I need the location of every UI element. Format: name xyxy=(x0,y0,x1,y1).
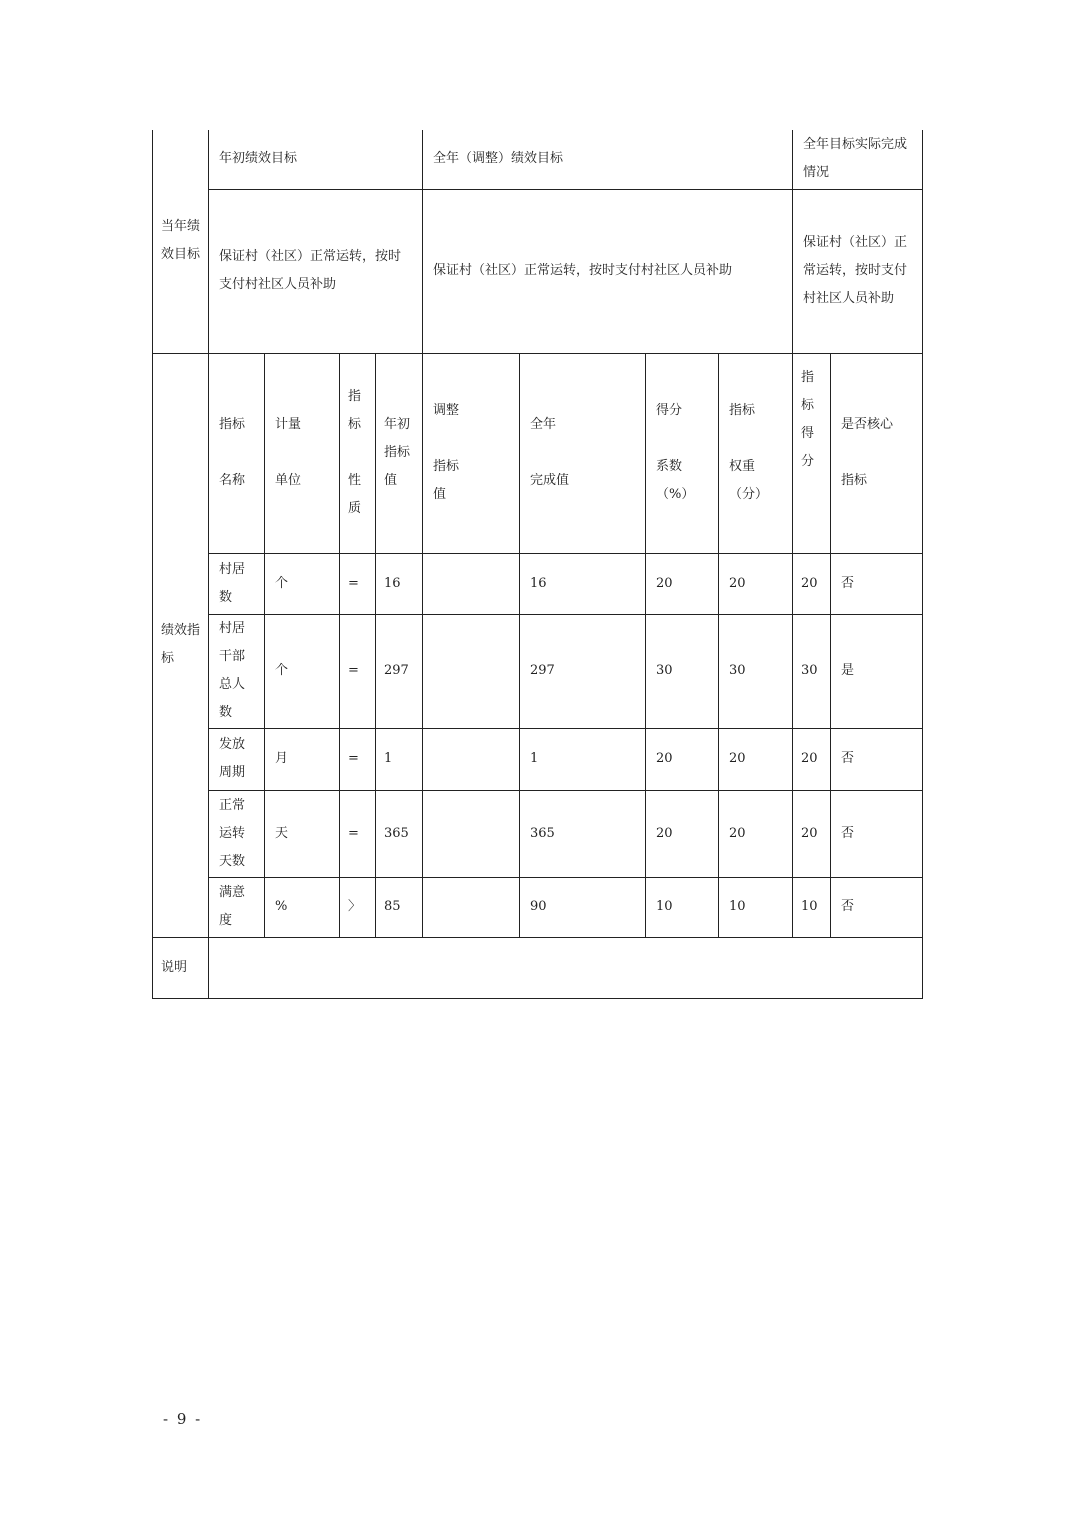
notes-content xyxy=(209,937,923,998)
cell-completed: 365 xyxy=(520,790,646,877)
cell-adjusted xyxy=(423,728,520,790)
initial-goal-text: 保证村（社区）正常运转，按时支付村社区人员补助 xyxy=(209,189,423,353)
cell-completed: 1 xyxy=(520,728,646,790)
cell-coef: 30 xyxy=(646,614,719,728)
cell-weight: 10 xyxy=(719,877,793,937)
table-row xyxy=(153,877,923,937)
cell-core: 否 xyxy=(831,877,923,937)
header-weight: 指标 权重 （分） xyxy=(719,353,793,553)
cell-nature: = xyxy=(340,553,376,614)
header-completed-value: 全年 完成值 xyxy=(520,353,646,553)
header-initial-value: 年初 指标值 xyxy=(376,353,423,553)
adjusted-goal-text: 保证村（社区）正常运转，按时支付村社区人员补助 xyxy=(423,189,793,353)
adjusted-goal-header: 全年（调整）绩效目标 xyxy=(423,130,793,189)
cell-weight: 20 xyxy=(719,553,793,614)
cell-name: 满意度 xyxy=(209,877,265,937)
cell-score: 30 xyxy=(793,614,831,728)
cell-initial: 297 xyxy=(376,614,423,728)
cell-nature: = xyxy=(340,728,376,790)
cell-weight: 20 xyxy=(719,790,793,877)
cell-core: 是 xyxy=(831,614,923,728)
cell-score: 20 xyxy=(793,790,831,877)
cell-core: 否 xyxy=(831,728,923,790)
header-adjusted-value: 调整 指标 值 xyxy=(423,353,520,553)
cell-weight: 20 xyxy=(719,728,793,790)
cell-coef: 20 xyxy=(646,790,719,877)
cell-completed: 90 xyxy=(520,877,646,937)
indicators-section-label: 绩效指标 xyxy=(153,353,209,937)
performance-table xyxy=(152,130,923,999)
cell-adjusted xyxy=(423,614,520,728)
cell-adjusted xyxy=(423,790,520,877)
page-number: - 9 - xyxy=(163,1410,203,1428)
cell-unit: 天 xyxy=(265,790,340,877)
header-score-coefficient: 得分 系数 （%） xyxy=(646,353,719,553)
goals-section-label: 当年绩效目标 xyxy=(153,130,209,353)
cell-name: 发放周期 xyxy=(209,728,265,790)
cell-unit: 个 xyxy=(265,614,340,728)
cell-coef: 20 xyxy=(646,553,719,614)
cell-initial: 85 xyxy=(376,877,423,937)
cell-weight: 30 xyxy=(719,614,793,728)
cell-adjusted xyxy=(423,877,520,937)
cell-unit: % xyxy=(265,877,340,937)
header-nature: 指标 性质 xyxy=(340,353,376,553)
cell-coef: 20 xyxy=(646,728,719,790)
cell-coef: 10 xyxy=(646,877,719,937)
initial-goal-header: 年初绩效目标 xyxy=(209,130,423,189)
cell-name: 村居数 xyxy=(209,553,265,614)
cell-name: 村居干部总人数 xyxy=(209,614,265,728)
cell-score: 10 xyxy=(793,877,831,937)
cell-score: 20 xyxy=(793,728,831,790)
header-is-core: 是否核心 指标 xyxy=(831,353,923,553)
cell-score: 20 xyxy=(793,553,831,614)
cell-completed: 16 xyxy=(520,553,646,614)
cell-initial: 1 xyxy=(376,728,423,790)
table-row xyxy=(153,728,923,790)
header-indicator-name: 指标 名称 xyxy=(209,353,265,553)
cell-nature: 〉 xyxy=(340,877,376,937)
table-row xyxy=(153,553,923,614)
header-indicator-score: 指标得分 xyxy=(793,353,831,553)
cell-nature: = xyxy=(340,614,376,728)
cell-initial: 365 xyxy=(376,790,423,877)
table-row xyxy=(153,790,923,877)
cell-completed: 297 xyxy=(520,614,646,728)
cell-core: 否 xyxy=(831,553,923,614)
actual-goal-text: 保证村（社区）正常运转，按时支付村社区人员补助 xyxy=(793,189,923,353)
notes-label: 说明 xyxy=(153,937,209,998)
cell-unit: 个 xyxy=(265,553,340,614)
cell-adjusted xyxy=(423,553,520,614)
cell-unit: 月 xyxy=(265,728,340,790)
cell-name: 正常运转天数 xyxy=(209,790,265,877)
actual-goal-header: 全年目标实际完成情况 xyxy=(793,130,923,189)
table-row xyxy=(153,614,923,728)
cell-core: 否 xyxy=(831,790,923,877)
cell-nature: = xyxy=(340,790,376,877)
cell-initial: 16 xyxy=(376,553,423,614)
header-unit: 计量 单位 xyxy=(265,353,340,553)
